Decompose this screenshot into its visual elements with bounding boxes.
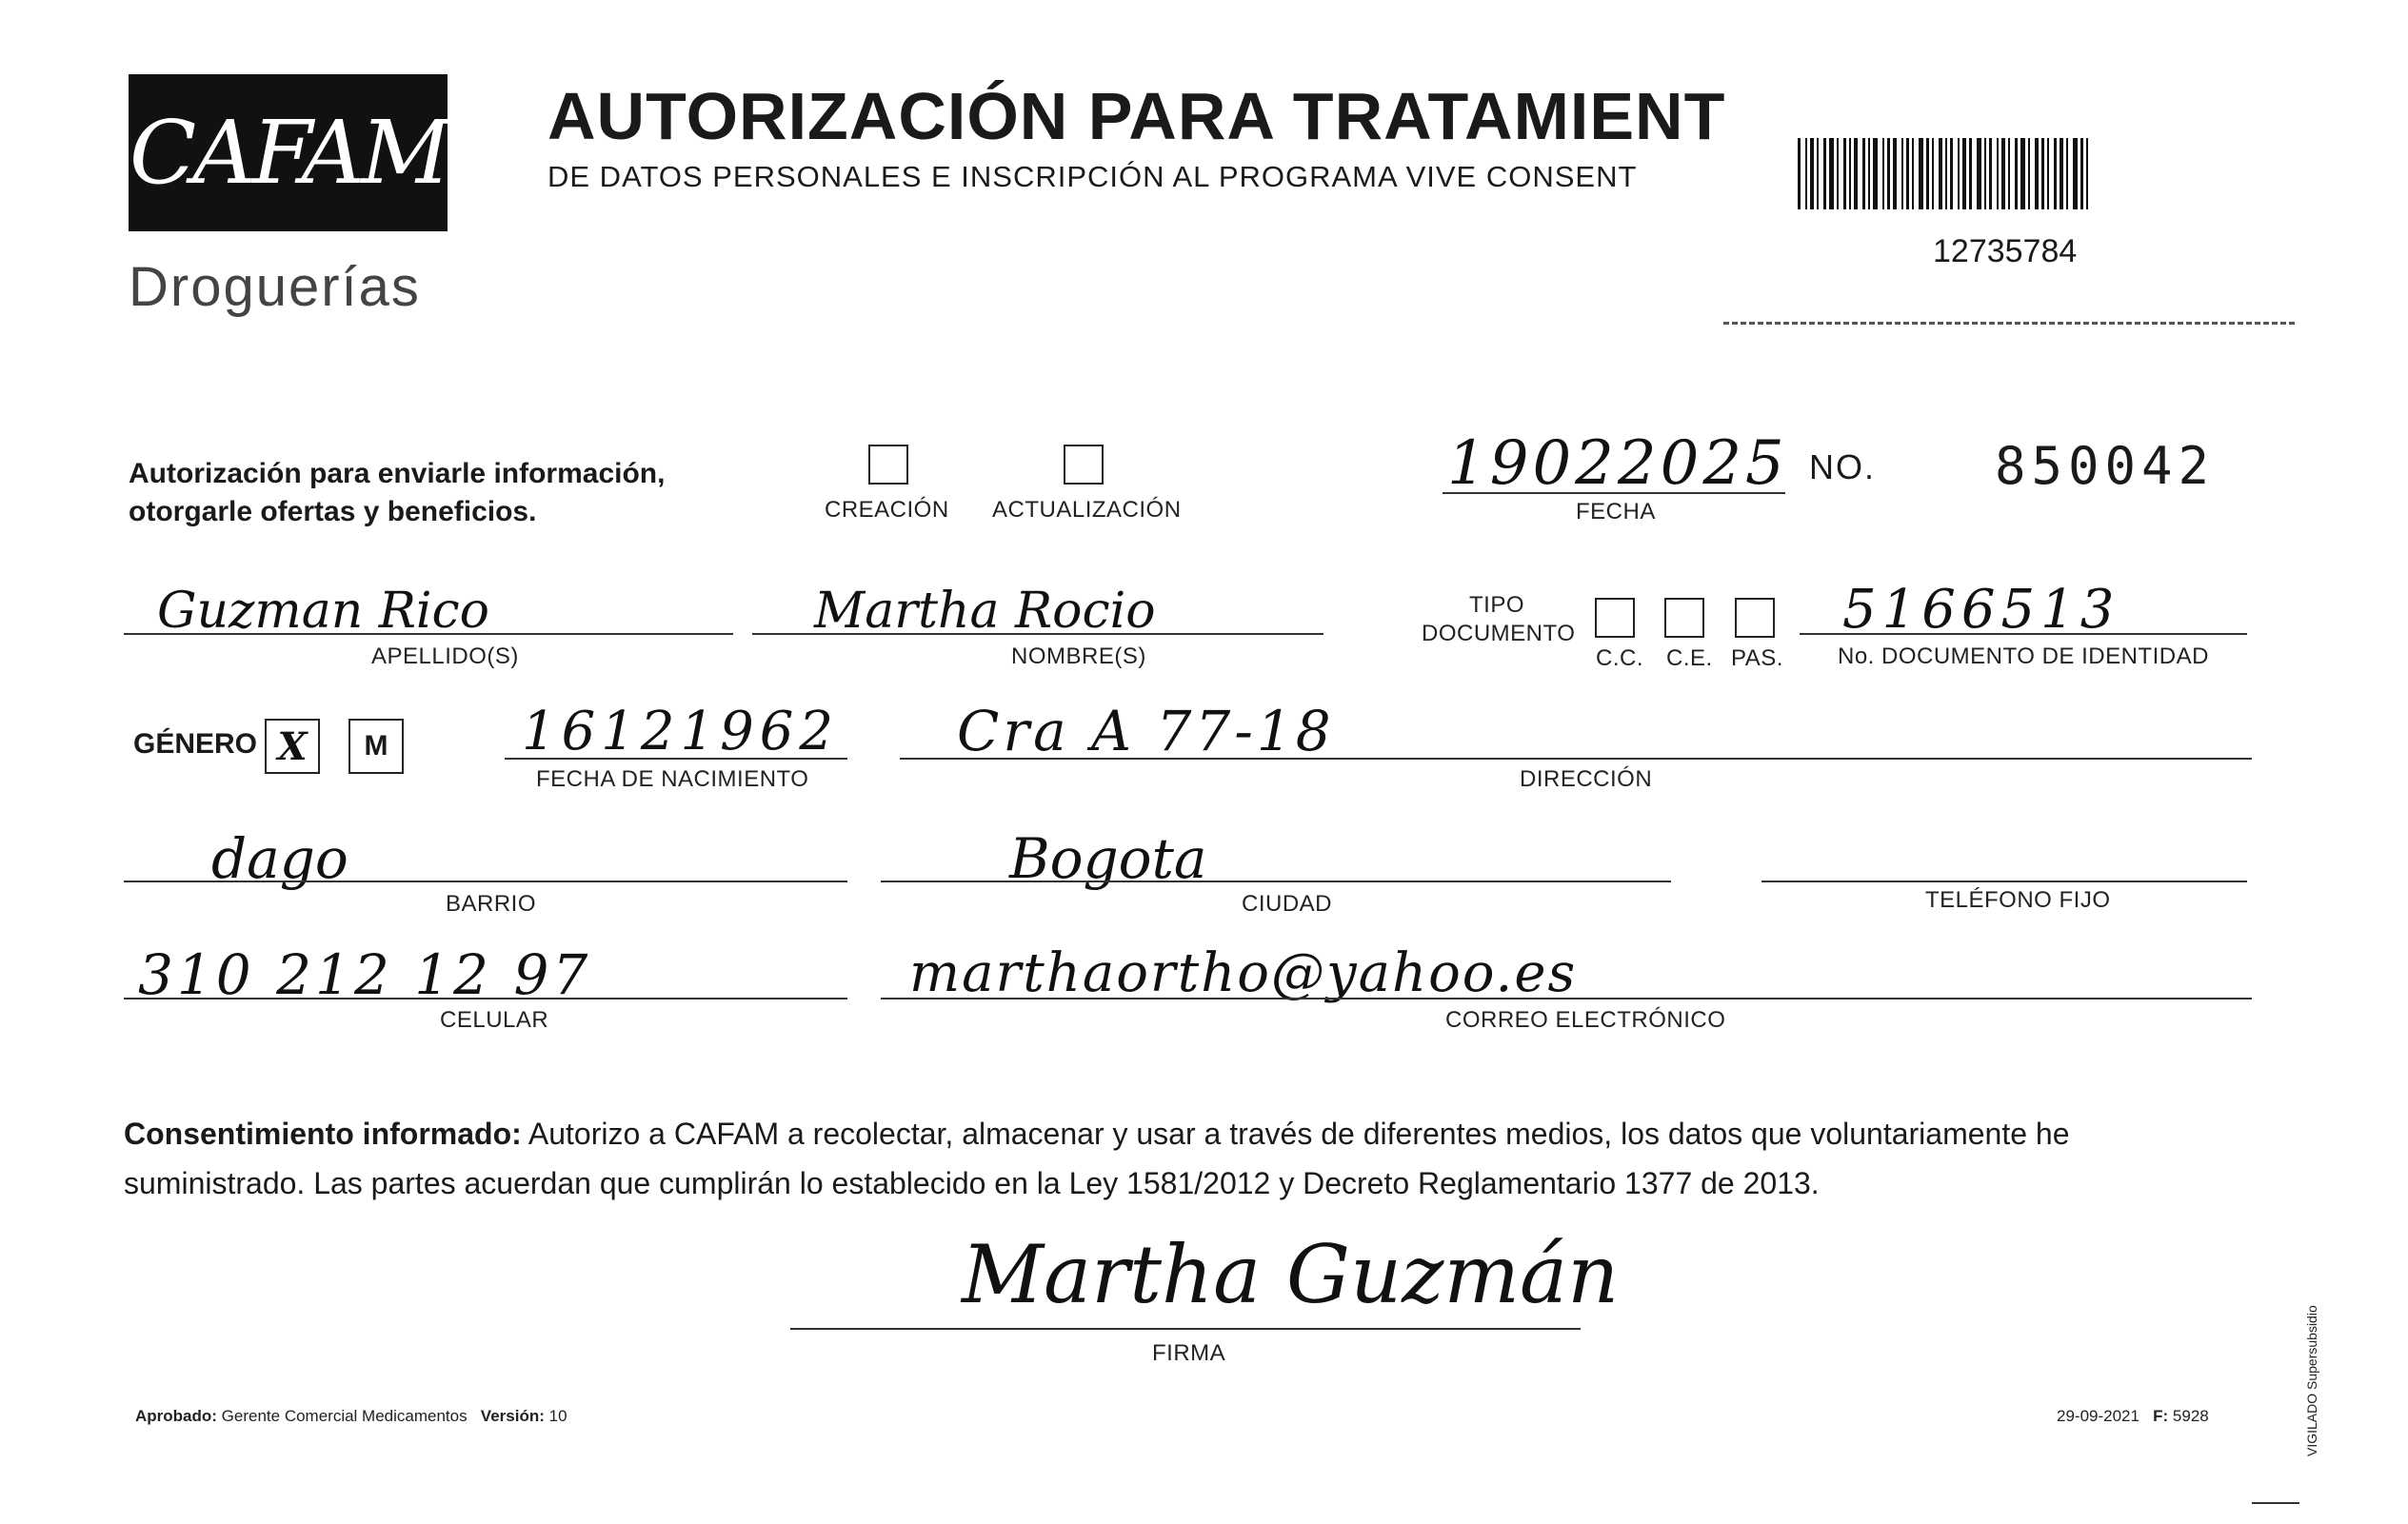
cc-checkbox[interactable] — [1595, 598, 1635, 638]
barrio-line — [124, 881, 847, 882]
pas-label: PAS. — [1731, 645, 1783, 671]
barcode-bar — [2066, 138, 2068, 209]
ce-label: C.E. — [1666, 645, 1713, 671]
barcode-bar — [1862, 138, 1865, 209]
form-subtitle: DE DATOS PERSONALES E INSCRIPCIÓN AL PROGRAMA VIVE CONSENT — [547, 160, 1638, 193]
aprobado-label: Aprobado: — [135, 1407, 217, 1425]
dashed-divider — [1723, 322, 2295, 325]
barcode-bar — [1868, 138, 1870, 209]
footer-date — [2057, 1407, 2209, 1426]
fecha-line — [1443, 492, 1785, 494]
genero-f-checkbox[interactable] — [265, 719, 320, 774]
fecha-value[interactable]: 19022025 — [1447, 428, 1788, 499]
aprobado-value: Gerente Comercial Medicamentos — [221, 1407, 468, 1425]
signature-line — [790, 1328, 1581, 1330]
barcode-bar — [1843, 138, 1846, 209]
telefono-label: TELÉFONO FIJO — [1925, 887, 2111, 913]
genero-f-mark: X — [277, 723, 308, 769]
actualizacion-checkbox[interactable] — [1064, 445, 1104, 485]
correo-value[interactable]: marthaortho@yahoo.es — [909, 942, 1578, 1004]
barcode-bar — [1984, 138, 1986, 209]
nombres-line — [752, 633, 1323, 635]
cc-label: C.C. — [1596, 645, 1643, 671]
creacion-label: CREACIÓN — [825, 497, 949, 523]
ciudad-label: CIUDAD — [1242, 891, 1333, 917]
barcode-bar — [1939, 138, 1942, 209]
celular-line — [124, 998, 847, 1000]
nacimiento-label: FECHA DE NACIMIENTO — [536, 766, 809, 792]
barcode-bar — [2060, 138, 2063, 209]
barcode-bar — [1919, 138, 1923, 209]
footer-approval — [135, 1407, 567, 1426]
correo-line — [881, 998, 2252, 1000]
correo-label: CORREO ELECTRÓNICO — [1445, 1007, 1726, 1033]
barcode-bar — [1945, 138, 1947, 209]
authorization-text — [129, 455, 719, 531]
barcode-bar — [1969, 138, 1972, 209]
version-label: Versión: — [480, 1407, 545, 1425]
barcode-bar — [1997, 138, 1999, 209]
barcode-bar — [1854, 138, 1858, 209]
logo-text: CAFAM — [129, 102, 448, 204]
barcode-bar — [2041, 138, 2044, 209]
barcode-bar — [1901, 138, 1903, 209]
fecha-label: FECHA — [1576, 499, 1656, 524]
ciudad-line — [881, 881, 1671, 882]
signature[interactable]: Martha Guzmán — [962, 1228, 1620, 1321]
barcode-number: 12735784 — [1933, 233, 2078, 269]
barcode-bar — [1823, 138, 1826, 209]
ciudad-value[interactable]: Bogota — [1009, 826, 1207, 891]
barcode-bar — [2020, 138, 2025, 209]
nombres-value[interactable]: Martha Rocio — [814, 583, 1156, 640]
documento-value[interactable]: 5166513 — [1842, 579, 2120, 641]
barcode-bar — [2080, 138, 2083, 209]
barcode-bar — [1977, 138, 1981, 209]
signature-label: FIRMA — [1152, 1340, 1226, 1366]
nacimiento-value[interactable]: 16121962 — [522, 701, 840, 762]
barrio-label: BARRIO — [446, 891, 537, 917]
barcode-bar — [1906, 138, 1909, 209]
barcode-bar — [1989, 138, 1992, 209]
apellidos-label: APELLIDO(S) — [371, 643, 519, 669]
barcode-bar — [1805, 138, 1807, 209]
barcode-bar — [1810, 138, 1814, 209]
direccion-label: DIRECCIÓN — [1520, 766, 1653, 792]
footer-date-value: 29-09-2021 — [2057, 1407, 2139, 1425]
barcode-bar — [1798, 138, 1801, 209]
documento-label: DOCUMENTO — [1422, 621, 1576, 646]
barcode-bar — [2047, 138, 2049, 209]
celular-label: CELULAR — [440, 1007, 549, 1033]
authorization-line1: Autorización para enviarle información, — [129, 458, 666, 489]
barcode-bar — [2001, 138, 2005, 209]
creacion-checkbox[interactable] — [868, 445, 908, 485]
barcode-bar — [1926, 138, 1929, 209]
barcode-bar — [1893, 138, 1897, 209]
celular-value[interactable]: 310 212 12 97 — [138, 942, 592, 1007]
no-label: NO. — [1809, 447, 1877, 486]
ce-checkbox[interactable] — [1664, 598, 1704, 638]
apellidos-line — [124, 633, 733, 635]
barcode-bar — [1962, 138, 1966, 209]
barcode-bar — [2008, 138, 2010, 209]
documento-number-label: No. DOCUMENTO DE IDENTIDAD — [1838, 643, 2209, 669]
consent-heading: Consentimiento informado: — [124, 1117, 522, 1151]
form-title: AUTORIZACIÓN PARA TRATAMIENT — [547, 79, 1726, 153]
form-number: 850042 — [1995, 436, 2216, 496]
barrio-value[interactable]: dago — [211, 826, 348, 891]
direccion-value[interactable]: Cra A 77-18 — [957, 699, 1335, 763]
apellidos-value[interactable]: Guzman Rico — [157, 583, 489, 640]
tipo-label: TIPO — [1469, 592, 1525, 618]
barcode-bar — [2015, 138, 2018, 209]
nombres-label: NOMBRE(S) — [1011, 643, 1146, 669]
pas-checkbox[interactable] — [1735, 598, 1775, 638]
f-label: F: — [2153, 1407, 2169, 1425]
genero-label: GÉNERO — [133, 728, 258, 760]
barcode-bar — [1849, 138, 1851, 209]
authorization-line2: otorgarle ofertas y beneficios. — [129, 496, 537, 527]
barcode-bar — [1932, 138, 1934, 209]
barcode-bar — [2035, 138, 2039, 209]
barcode — [1798, 138, 2186, 209]
barcode-bar — [2086, 138, 2088, 209]
cafam-logo — [129, 74, 448, 231]
barcode-bar — [1873, 138, 1878, 209]
barcode-bar — [1817, 138, 1819, 209]
barcode-bar — [1837, 138, 1839, 209]
f-value: 5928 — [2172, 1407, 2209, 1425]
brand-subtitle: Droguerías — [129, 256, 421, 318]
vigilado-side-text: VIGILADO Supersubsidio — [2304, 1305, 2319, 1456]
genero-m-checkbox[interactable] — [348, 719, 404, 774]
nacimiento-line — [505, 758, 847, 760]
corner-mark — [2252, 1502, 2299, 1504]
consent-paragraph — [124, 1109, 2257, 1208]
direccion-line — [900, 758, 2252, 760]
documento-line — [1800, 633, 2247, 635]
barcode-bar — [1958, 138, 1960, 209]
barcode-bar — [2054, 138, 2057, 209]
barcode-bar — [2028, 138, 2030, 209]
barcode-bar — [1950, 138, 1953, 209]
telefono-line — [1761, 881, 2247, 882]
consent-text: Autorizo a CAFAM a recolectar, almacenar y usar a través de diferentes medios, los datos que voluntariamente he suministrado. Las partes acuerdan que cumplirán lo establecido en la Ley 1581/2012 y Decreto Reglamentario 1377 de 2013. — [124, 1117, 2070, 1200]
barcode-bar — [1887, 138, 1890, 209]
actualizacion-label: ACTUALIZACIÓN — [992, 497, 1182, 523]
version-value: 10 — [548, 1407, 567, 1425]
barcode-bar — [1882, 138, 1884, 209]
genero-m-label: M — [364, 730, 388, 762]
barcode-bar — [1829, 138, 1834, 209]
barcode-bar — [2073, 138, 2078, 209]
barcode-bar — [1912, 138, 1914, 209]
